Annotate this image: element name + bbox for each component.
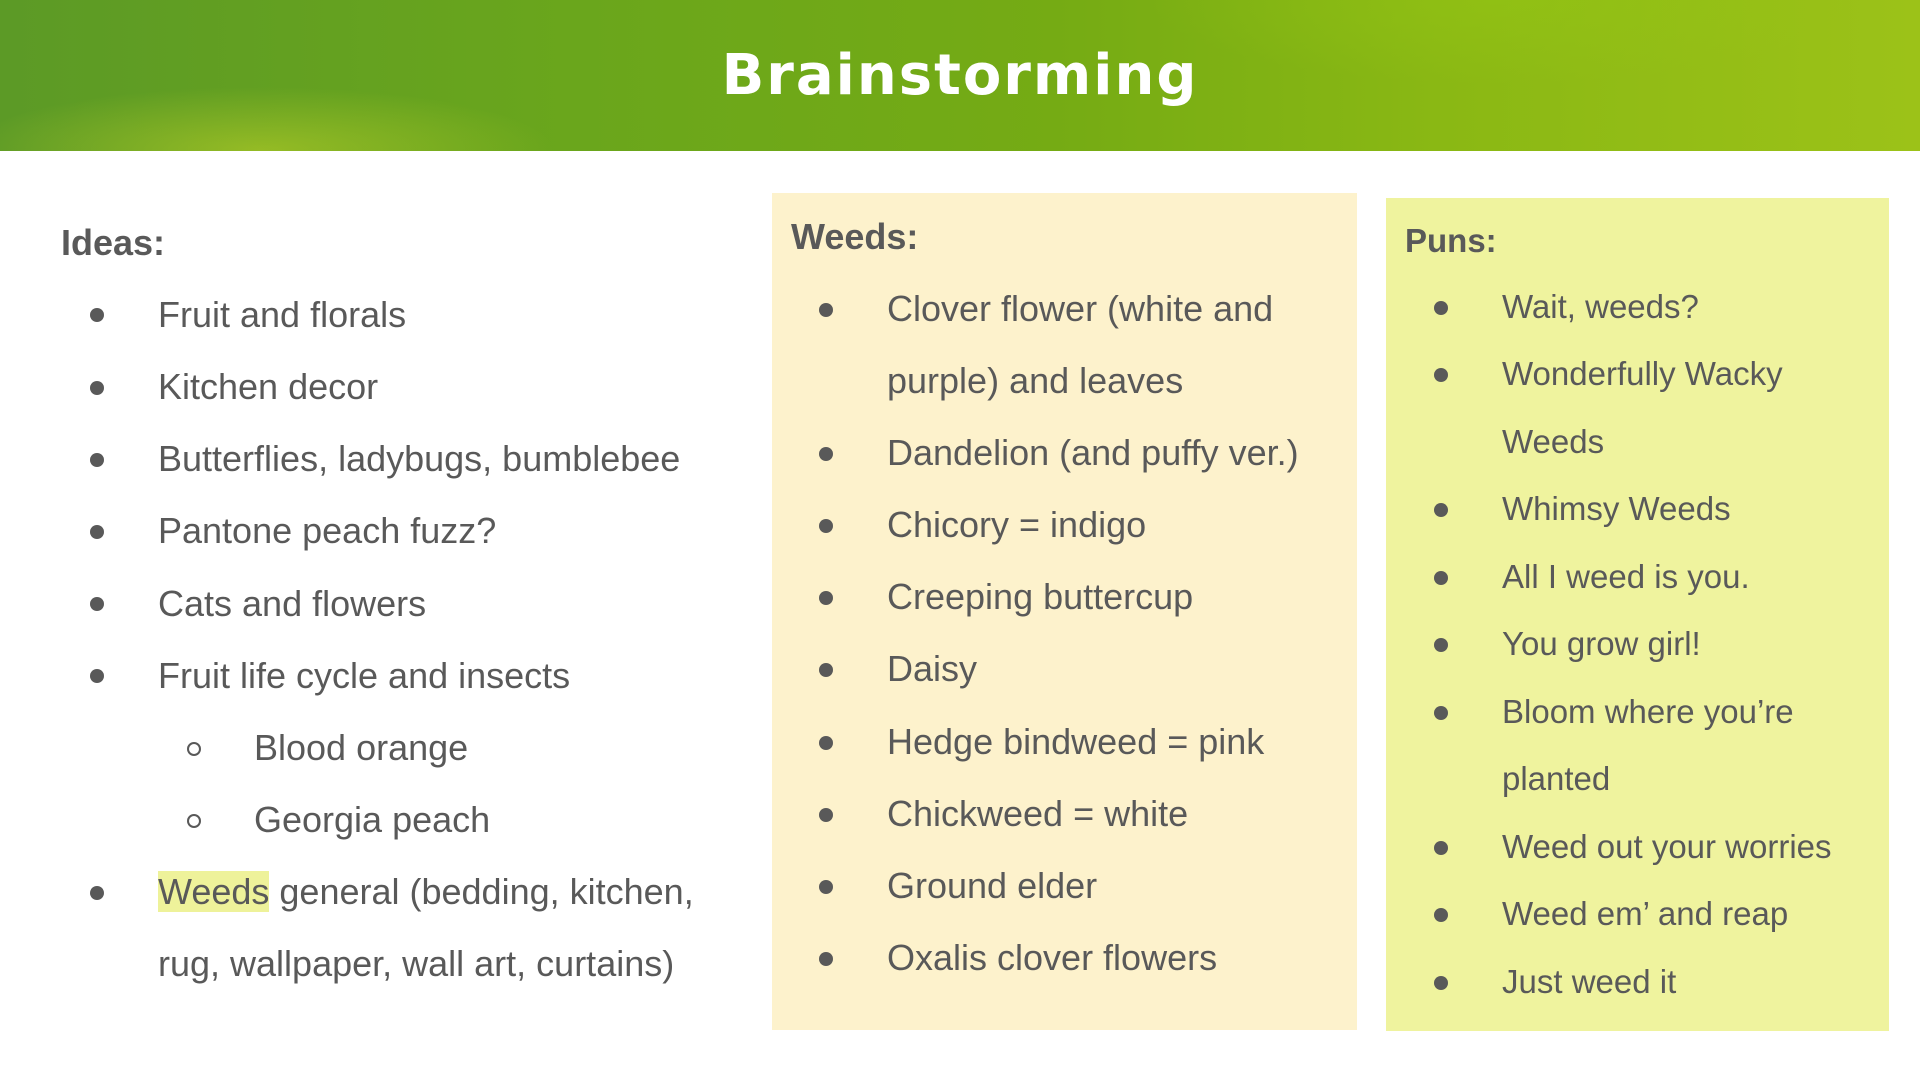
sub-list-item-text: Georgia peach (254, 799, 491, 840)
bullet-icon (819, 736, 833, 750)
list-item-text: Whimsy Weeds (1502, 490, 1731, 527)
page-title: Brainstorming (721, 43, 1199, 108)
list-item-text: Hedge bindweed = pink (887, 721, 1265, 762)
list-item-text: Wonderfully Wacky (1502, 355, 1783, 392)
bullet-icon (90, 308, 104, 322)
bullet-icon (819, 808, 833, 822)
list-item-text: Ground elder (887, 865, 1098, 906)
list-item-text: Chicory = indigo (887, 504, 1147, 545)
bullet-icon (1434, 908, 1448, 922)
list-item-text-line2: purple) and leaves (887, 360, 1184, 401)
bullet-icon (819, 303, 833, 317)
bullet-icon (819, 663, 833, 677)
list-item-text-line2: rug, wallpaper, wall art, curtains) (158, 943, 675, 984)
bullet-icon (819, 952, 833, 966)
bullet-icon (90, 597, 104, 611)
bullet-icon (1434, 503, 1448, 517)
list-item-text-line2: planted (1502, 760, 1611, 797)
weeds-heading: Weeds: (791, 216, 919, 257)
list-item-text: Bloom where you’re (1502, 693, 1794, 730)
list-item-text: Cats and flowers (158, 583, 427, 624)
list-item-text: Wait, weeds? (1502, 288, 1699, 325)
sub-list-item-text: Blood orange (254, 727, 469, 768)
bullet-icon (1434, 976, 1448, 990)
list-item-text: You grow girl! (1502, 625, 1701, 662)
list-item-text: Fruit and florals (158, 294, 407, 335)
list-item-text: Just weed it (1502, 963, 1677, 1000)
bullet-icon (819, 591, 833, 605)
list-item-text: Dandelion (and puffy ver.) (887, 432, 1299, 473)
list-item-text-rest: general (bedding, kitchen, (269, 871, 694, 912)
bullet-icon (90, 453, 104, 467)
list-item-text: Oxalis clover flowers (887, 937, 1218, 978)
puns-heading: Puns: (1405, 222, 1497, 259)
bullet-icon (90, 886, 104, 900)
bullet-icon (819, 519, 833, 533)
list-item-text: Fruit life cycle and insects (158, 655, 571, 696)
list-item-text: Butterflies, ladybugs, bumblebee (158, 438, 681, 479)
header-banner (0, 0, 1920, 151)
bullet-icon (1434, 368, 1448, 382)
list-item-text-line2: Weeds (1502, 423, 1605, 460)
bullet-icon (819, 880, 833, 894)
highlighted-word: Weeds (158, 871, 270, 912)
hollow-bullet-icon (187, 814, 201, 828)
bullet-icon (1434, 571, 1448, 585)
list-item-text: Chickweed = white (887, 793, 1189, 834)
hollow-bullet-icon (187, 742, 201, 756)
bullet-icon (90, 381, 104, 395)
bullet-icon (1434, 638, 1448, 652)
bullet-icon (90, 525, 104, 539)
bullet-icon (1434, 301, 1448, 315)
list-item-text: Creeping buttercup (887, 576, 1194, 617)
ideas-heading: Ideas: (61, 222, 166, 263)
list-item-text: Pantone peach fuzz? (158, 510, 497, 551)
list-item-text: Kitchen decor (158, 366, 379, 407)
list-item-text: Weed out your worries (1502, 828, 1832, 865)
bullet-icon (1434, 841, 1448, 855)
bullet-icon (1434, 706, 1448, 720)
list-item-text: Daisy (887, 648, 978, 689)
list-item-text: Weed em’ and reap (1502, 895, 1789, 932)
list-item-text (158, 871, 694, 913)
bullet-icon (819, 447, 833, 461)
list-item-text: All I weed is you. (1502, 558, 1750, 595)
bullet-icon (90, 669, 104, 683)
list-item-text: Clover flower (white and (887, 288, 1274, 329)
